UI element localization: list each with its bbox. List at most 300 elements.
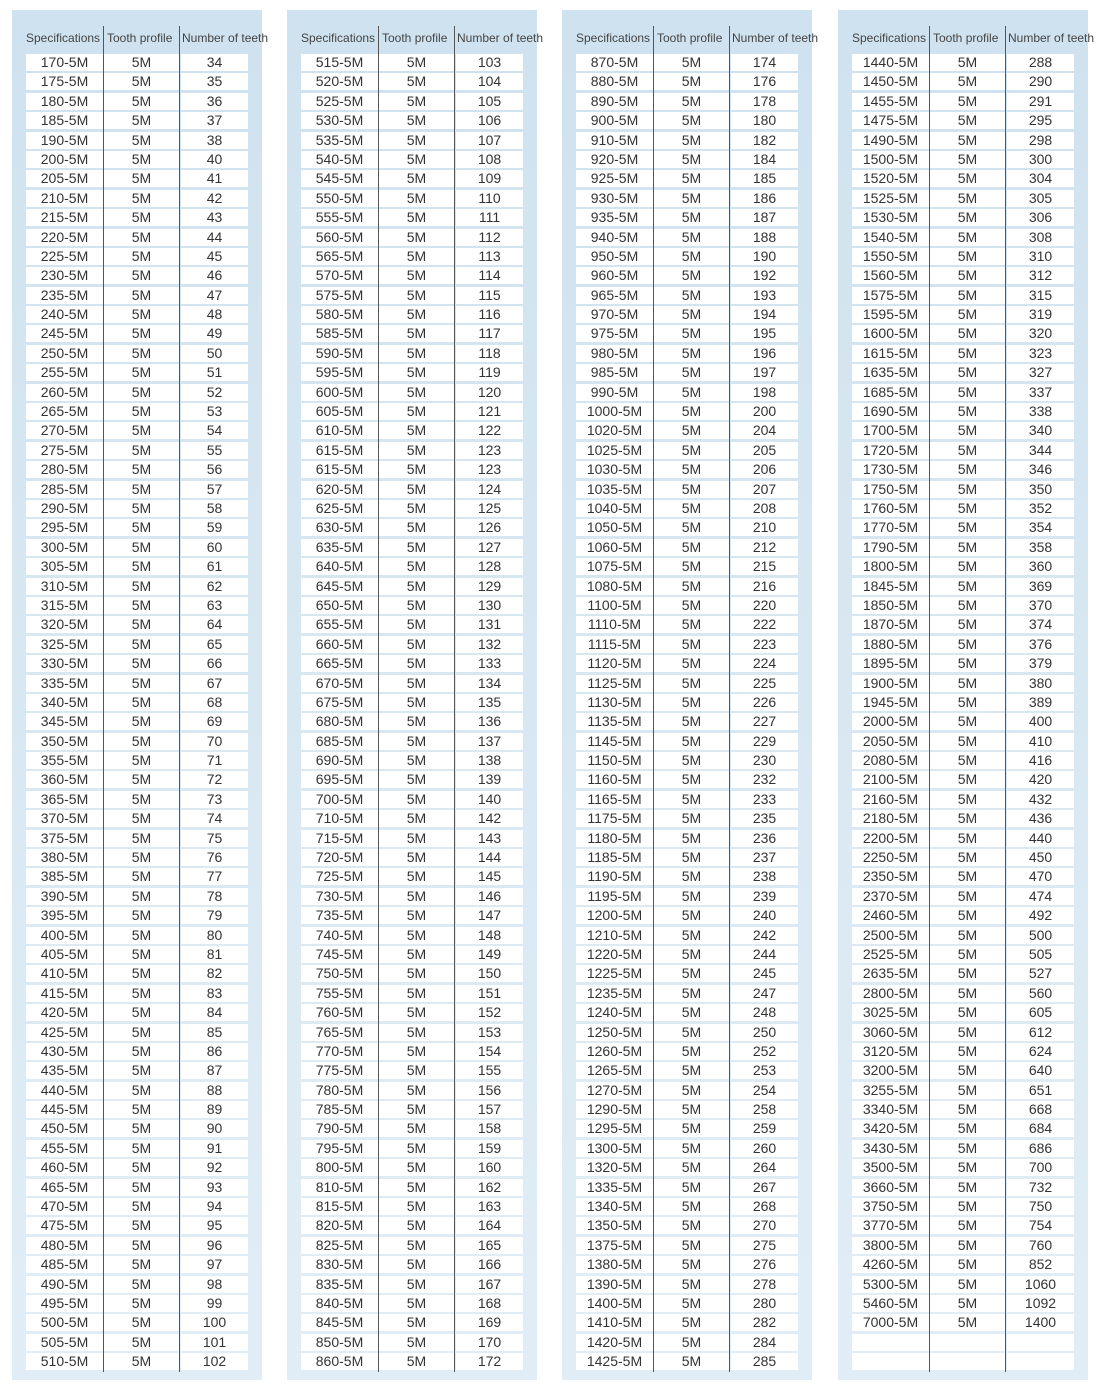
cell-tooth-profile: 5M bbox=[379, 1334, 454, 1351]
table-row bbox=[301, 538, 524, 557]
table-row bbox=[301, 712, 524, 731]
table-row bbox=[26, 674, 249, 693]
cell-specification: 3750-5M bbox=[852, 1198, 929, 1215]
cell-specification: 1240-5M bbox=[576, 1004, 653, 1021]
cell-specification: 745-5M bbox=[301, 946, 378, 963]
cell-number-of-teeth: 319 bbox=[1007, 306, 1074, 323]
cell-tooth-profile: 5M bbox=[654, 229, 729, 246]
cell-tooth-profile: 5M bbox=[104, 965, 179, 982]
cell-number-of-teeth: 124 bbox=[456, 481, 523, 498]
cell-tooth-profile: 5M bbox=[654, 830, 729, 847]
cell-specification: 555-5M bbox=[301, 209, 378, 226]
table-row bbox=[26, 208, 249, 227]
table-row bbox=[26, 441, 249, 460]
cell-number-of-teeth: 38 bbox=[181, 132, 248, 149]
cell-tooth-profile: 5M bbox=[654, 771, 729, 788]
cell-number-of-teeth: 188 bbox=[731, 229, 798, 246]
cell-specification: 1060-5M bbox=[576, 539, 653, 556]
cell-number-of-teeth: 48 bbox=[181, 306, 248, 323]
table-row bbox=[301, 1216, 524, 1235]
table-row bbox=[301, 286, 524, 305]
cell-specification: 3770-5M bbox=[852, 1217, 929, 1234]
cell-tooth-profile: 5M bbox=[930, 1043, 1005, 1060]
cell-number-of-teeth bbox=[1007, 1353, 1074, 1370]
cell-specification: 180-5M bbox=[26, 93, 103, 110]
cell-specification: 880-5M bbox=[576, 73, 653, 90]
header-specifications: Specifications bbox=[301, 31, 376, 45]
cell-specification: 2350-5M bbox=[852, 868, 929, 885]
cell-number-of-teeth: 194 bbox=[731, 306, 798, 323]
cell-number-of-teeth: 250 bbox=[731, 1024, 798, 1041]
cell-number-of-teeth: 700 bbox=[1007, 1159, 1074, 1176]
cell-tooth-profile: 5M bbox=[379, 539, 454, 556]
cell-specification: 1165-5M bbox=[576, 791, 653, 808]
table-row bbox=[576, 1236, 799, 1255]
table-row bbox=[852, 1294, 1075, 1313]
table-row bbox=[301, 635, 524, 654]
cell-specification: 1080-5M bbox=[576, 578, 653, 595]
cell-specification: 820-5M bbox=[301, 1217, 378, 1234]
cell-specification: 1020-5M bbox=[576, 422, 653, 439]
cell-specification: 695-5M bbox=[301, 771, 378, 788]
cell-number-of-teeth: 410 bbox=[1007, 733, 1074, 750]
cell-tooth-profile: 5M bbox=[930, 810, 1005, 827]
cell-specification: 520-5M bbox=[301, 73, 378, 90]
cell-number-of-teeth: 105 bbox=[456, 93, 523, 110]
cell-specification: 1600-5M bbox=[852, 325, 929, 342]
table-row bbox=[301, 1178, 524, 1197]
cell-tooth-profile: 5M bbox=[654, 539, 729, 556]
table-row bbox=[26, 324, 249, 343]
cell-specification: 1390-5M bbox=[576, 1276, 653, 1293]
cell-specification: 575-5M bbox=[301, 287, 378, 304]
table-row bbox=[576, 266, 799, 285]
cell-tooth-profile: 5M bbox=[104, 830, 179, 847]
table-row bbox=[852, 635, 1075, 654]
cell-tooth-profile: 5M bbox=[654, 519, 729, 536]
cell-specification: 590-5M bbox=[301, 345, 378, 362]
cell-number-of-teeth: 210 bbox=[731, 519, 798, 536]
table-row bbox=[852, 363, 1075, 382]
cell-number-of-teeth: 624 bbox=[1007, 1043, 1074, 1060]
cell-tooth-profile: 5M bbox=[654, 1256, 729, 1273]
cell-tooth-profile: 5M bbox=[379, 1159, 454, 1176]
cell-number-of-teeth: 259 bbox=[731, 1120, 798, 1137]
cell-tooth-profile: 5M bbox=[379, 1004, 454, 1021]
cell-number-of-teeth: 253 bbox=[731, 1062, 798, 1079]
cell-tooth-profile: 5M bbox=[104, 73, 179, 90]
cell-specification: 965-5M bbox=[576, 287, 653, 304]
cell-tooth-profile: 5M bbox=[930, 170, 1005, 187]
table-row bbox=[852, 557, 1075, 576]
table-row bbox=[576, 1100, 799, 1119]
table-row bbox=[26, 1255, 249, 1274]
cell-specification: 770-5M bbox=[301, 1043, 378, 1060]
cell-specification: 1410-5M bbox=[576, 1314, 653, 1331]
cell-specification: 1050-5M bbox=[576, 519, 653, 536]
cell-specification: 690-5M bbox=[301, 752, 378, 769]
cell-specification: 1490-5M bbox=[852, 132, 929, 149]
cell-specification: 220-5M bbox=[26, 229, 103, 246]
cell-tooth-profile: 5M bbox=[379, 93, 454, 110]
table-row bbox=[852, 654, 1075, 673]
table-row bbox=[576, 131, 799, 150]
cell-tooth-profile: 5M bbox=[930, 655, 1005, 672]
table-row bbox=[26, 829, 249, 848]
cell-tooth-profile: 5M bbox=[930, 888, 1005, 905]
cell-tooth-profile: 5M bbox=[379, 54, 454, 71]
cell-tooth-profile: 5M bbox=[379, 616, 454, 633]
table-row bbox=[301, 228, 524, 247]
table-row bbox=[301, 926, 524, 945]
cell-tooth-profile: 5M bbox=[654, 965, 729, 982]
cell-specification: 1525-5M bbox=[852, 190, 929, 207]
cell-specification: 605-5M bbox=[301, 403, 378, 420]
cell-tooth-profile: 5M bbox=[104, 170, 179, 187]
cell-tooth-profile: 5M bbox=[379, 73, 454, 90]
table-row bbox=[852, 906, 1075, 925]
cell-tooth-profile: 5M bbox=[379, 403, 454, 420]
table-row bbox=[852, 1197, 1075, 1216]
cell-tooth-profile: 5M bbox=[379, 481, 454, 498]
cell-tooth-profile: 5M bbox=[104, 810, 179, 827]
cell-tooth-profile: 5M bbox=[379, 461, 454, 478]
cell-specification: 755-5M bbox=[301, 985, 378, 1002]
cell-number-of-teeth: 245 bbox=[731, 965, 798, 982]
cell-tooth-profile: 5M bbox=[654, 461, 729, 478]
table-row bbox=[852, 790, 1075, 809]
table-row bbox=[852, 1023, 1075, 1042]
cell-number-of-teeth: 346 bbox=[1007, 461, 1074, 478]
cell-specification: 890-5M bbox=[576, 93, 653, 110]
table-row bbox=[852, 286, 1075, 305]
cell-tooth-profile: 5M bbox=[654, 73, 729, 90]
cell-specification: 735-5M bbox=[301, 907, 378, 924]
cell-specification: 1520-5M bbox=[852, 170, 929, 187]
cell-number-of-teeth: 284 bbox=[731, 1334, 798, 1351]
cell-number-of-teeth: 104 bbox=[456, 73, 523, 90]
cell-number-of-teeth: 258 bbox=[731, 1101, 798, 1118]
cell-specification: 985-5M bbox=[576, 364, 653, 381]
cell-tooth-profile: 5M bbox=[654, 1314, 729, 1331]
table-row bbox=[26, 867, 249, 886]
table-row bbox=[852, 72, 1075, 91]
cell-specification: 405-5M bbox=[26, 946, 103, 963]
table-row bbox=[852, 693, 1075, 712]
cell-tooth-profile: 5M bbox=[654, 190, 729, 207]
cell-number-of-teeth: 225 bbox=[731, 675, 798, 692]
cell-tooth-profile: 5M bbox=[379, 1314, 454, 1331]
cell-tooth-profile: 5M bbox=[379, 694, 454, 711]
cell-number-of-teeth: 208 bbox=[731, 500, 798, 517]
cell-specification: 740-5M bbox=[301, 927, 378, 944]
cell-tooth-profile: 5M bbox=[654, 267, 729, 284]
table-row bbox=[26, 131, 249, 150]
cell-specification: 2525-5M bbox=[852, 946, 929, 963]
cell-specification: 175-5M bbox=[26, 73, 103, 90]
cell-specification: 2500-5M bbox=[852, 927, 929, 944]
cell-number-of-teeth: 651 bbox=[1007, 1082, 1074, 1099]
cell-specification: 1185-5M bbox=[576, 849, 653, 866]
cell-tooth-profile: 5M bbox=[104, 752, 179, 769]
table-row bbox=[301, 732, 524, 751]
cell-number-of-teeth: 505 bbox=[1007, 946, 1074, 963]
cell-tooth-profile: 5M bbox=[104, 1062, 179, 1079]
cell-number-of-teeth: 118 bbox=[456, 345, 523, 362]
table-row bbox=[576, 732, 799, 751]
cell-number-of-teeth: 200 bbox=[731, 403, 798, 420]
cell-tooth-profile: 5M bbox=[654, 345, 729, 362]
table-row bbox=[576, 1119, 799, 1138]
table-row bbox=[852, 480, 1075, 499]
table-row bbox=[301, 518, 524, 537]
cell-number-of-teeth: 354 bbox=[1007, 519, 1074, 536]
cell-tooth-profile: 5M bbox=[379, 946, 454, 963]
cell-specification: 1945-5M bbox=[852, 694, 929, 711]
cell-tooth-profile: 5M bbox=[654, 1276, 729, 1293]
table-header bbox=[838, 10, 1095, 52]
table-row bbox=[301, 848, 524, 867]
cell-specification: 1145-5M bbox=[576, 733, 653, 750]
cell-tooth-profile: 5M bbox=[654, 1024, 729, 1041]
cell-tooth-profile: 5M bbox=[654, 791, 729, 808]
cell-specification: 305-5M bbox=[26, 558, 103, 575]
cell-tooth-profile: 5M bbox=[104, 616, 179, 633]
cell-number-of-teeth: 312 bbox=[1007, 267, 1074, 284]
table-row bbox=[26, 1119, 249, 1138]
cell-tooth-profile: 5M bbox=[379, 1237, 454, 1254]
cell-number-of-teeth: 148 bbox=[456, 927, 523, 944]
cell-number-of-teeth: 220 bbox=[731, 597, 798, 614]
table-row bbox=[852, 208, 1075, 227]
table-row bbox=[26, 1178, 249, 1197]
cell-tooth-profile: 5M bbox=[104, 151, 179, 168]
cell-tooth-profile: 5M bbox=[930, 985, 1005, 1002]
cell-tooth-profile: 5M bbox=[104, 1237, 179, 1254]
cell-tooth-profile: 5M bbox=[654, 500, 729, 517]
cell-tooth-profile: 5M bbox=[930, 830, 1005, 847]
table-header bbox=[287, 10, 544, 52]
table-row bbox=[301, 441, 524, 460]
cell-number-of-teeth: 206 bbox=[731, 461, 798, 478]
table-row bbox=[852, 1158, 1075, 1177]
cell-tooth-profile: 5M bbox=[654, 675, 729, 692]
cell-specification: 1880-5M bbox=[852, 636, 929, 653]
cell-specification: 960-5M bbox=[576, 267, 653, 284]
cell-tooth-profile: 5M bbox=[930, 229, 1005, 246]
cell-specification: 410-5M bbox=[26, 965, 103, 982]
table-row bbox=[576, 693, 799, 712]
cell-number-of-teeth: 239 bbox=[731, 888, 798, 905]
table-row bbox=[301, 480, 524, 499]
table-row bbox=[301, 92, 524, 111]
cell-number-of-teeth: 1400 bbox=[1007, 1314, 1074, 1331]
cell-number-of-teeth: 125 bbox=[456, 500, 523, 517]
cell-number-of-teeth: 67 bbox=[181, 675, 248, 692]
cell-tooth-profile: 5M bbox=[930, 1314, 1005, 1331]
cell-specification: 2160-5M bbox=[852, 791, 929, 808]
table-row bbox=[26, 577, 249, 596]
cell-specification: 625-5M bbox=[301, 500, 378, 517]
cell-tooth-profile: 5M bbox=[654, 1295, 729, 1312]
table-row bbox=[26, 460, 249, 479]
table-row bbox=[26, 1333, 249, 1352]
cell-specification: 1290-5M bbox=[576, 1101, 653, 1118]
cell-number-of-teeth: 55 bbox=[181, 442, 248, 459]
cell-number-of-teeth: 80 bbox=[181, 927, 248, 944]
cell-tooth-profile: 5M bbox=[379, 849, 454, 866]
cell-tooth-profile: 5M bbox=[379, 868, 454, 885]
table-row bbox=[301, 1003, 524, 1022]
cell-number-of-teeth: 142 bbox=[456, 810, 523, 827]
cell-specification: 1040-5M bbox=[576, 500, 653, 517]
cell-number-of-teeth: 108 bbox=[456, 151, 523, 168]
table-row bbox=[26, 1042, 249, 1061]
cell-specification: 1575-5M bbox=[852, 287, 929, 304]
table-row bbox=[852, 945, 1075, 964]
table-row bbox=[576, 577, 799, 596]
cell-number-of-teeth: 73 bbox=[181, 791, 248, 808]
cell-number-of-teeth: 89 bbox=[181, 1101, 248, 1118]
header-tooth-profile: Tooth profile bbox=[933, 31, 999, 45]
cell-number-of-teeth: 132 bbox=[456, 636, 523, 653]
cell-tooth-profile: 5M bbox=[930, 306, 1005, 323]
table-row bbox=[852, 1255, 1075, 1274]
cell-number-of-teeth: 44 bbox=[181, 229, 248, 246]
cell-number-of-teeth: 436 bbox=[1007, 810, 1074, 827]
cell-number-of-teeth: 107 bbox=[456, 132, 523, 149]
table-row bbox=[852, 344, 1075, 363]
cell-tooth-profile: 5M bbox=[930, 1276, 1005, 1293]
cell-number-of-teeth: 732 bbox=[1007, 1179, 1074, 1196]
cell-tooth-profile: 5M bbox=[930, 752, 1005, 769]
cell-specification: 780-5M bbox=[301, 1082, 378, 1099]
cell-specification: 1420-5M bbox=[576, 1334, 653, 1351]
table-row bbox=[576, 1313, 799, 1332]
table-row bbox=[852, 1275, 1075, 1294]
cell-tooth-profile: 5M bbox=[930, 151, 1005, 168]
cell-number-of-teeth: 226 bbox=[731, 694, 798, 711]
cell-specification: 725-5M bbox=[301, 868, 378, 885]
cell-tooth-profile: 5M bbox=[379, 1295, 454, 1312]
cell-specification: 1100-5M bbox=[576, 597, 653, 614]
cell-specification: 1235-5M bbox=[576, 985, 653, 1002]
cell-tooth-profile: 5M bbox=[379, 888, 454, 905]
cell-number-of-teeth: 184 bbox=[731, 151, 798, 168]
table-row bbox=[26, 906, 249, 925]
cell-specification: 750-5M bbox=[301, 965, 378, 982]
cell-tooth-profile: 5M bbox=[654, 1179, 729, 1196]
table-row bbox=[576, 228, 799, 247]
cell-number-of-teeth: 205 bbox=[731, 442, 798, 459]
table-row bbox=[852, 1178, 1075, 1197]
cell-tooth-profile: 5M bbox=[654, 112, 729, 129]
cell-specification: 595-5M bbox=[301, 364, 378, 381]
cell-specification: 1295-5M bbox=[576, 1120, 653, 1137]
cell-number-of-teeth: 146 bbox=[456, 888, 523, 905]
cell-number-of-teeth: 123 bbox=[456, 442, 523, 459]
cell-tooth-profile: 5M bbox=[930, 190, 1005, 207]
cell-specification: 1265-5M bbox=[576, 1062, 653, 1079]
cell-number-of-teeth: 36 bbox=[181, 93, 248, 110]
cell-number-of-teeth: 50 bbox=[181, 345, 248, 362]
cell-specification: 1425-5M bbox=[576, 1353, 653, 1370]
cell-specification: 335-5M bbox=[26, 675, 103, 692]
cell-specification: 975-5M bbox=[576, 325, 653, 342]
cell-number-of-teeth: 222 bbox=[731, 616, 798, 633]
cell-number-of-teeth: 75 bbox=[181, 830, 248, 847]
cell-tooth-profile: 5M bbox=[379, 1179, 454, 1196]
cell-specification: 1135-5M bbox=[576, 713, 653, 730]
cell-tooth-profile: 5M bbox=[930, 519, 1005, 536]
table-row bbox=[576, 674, 799, 693]
cell-specification: 785-5M bbox=[301, 1101, 378, 1118]
cell-tooth-profile: 5M bbox=[654, 907, 729, 924]
cell-tooth-profile: 5M bbox=[104, 1140, 179, 1157]
table-row bbox=[576, 751, 799, 770]
cell-specification: 1700-5M bbox=[852, 422, 929, 439]
table-row bbox=[26, 344, 249, 363]
cell-tooth-profile: 5M bbox=[654, 481, 729, 498]
cell-tooth-profile: 5M bbox=[930, 461, 1005, 478]
cell-tooth-profile: 5M bbox=[654, 946, 729, 963]
cell-number-of-teeth: 389 bbox=[1007, 694, 1074, 711]
cell-specification: 5300-5M bbox=[852, 1276, 929, 1293]
table-row bbox=[301, 906, 524, 925]
cell-tooth-profile: 5M bbox=[379, 1082, 454, 1099]
table-row bbox=[301, 402, 524, 421]
cell-specification: 490-5M bbox=[26, 1276, 103, 1293]
cell-tooth-profile: 5M bbox=[930, 558, 1005, 575]
cell-tooth-profile: 5M bbox=[654, 694, 729, 711]
cell-number-of-teeth: 320 bbox=[1007, 325, 1074, 342]
cell-number-of-teeth: 117 bbox=[456, 325, 523, 342]
table-row bbox=[26, 693, 249, 712]
cell-number-of-teeth: 168 bbox=[456, 1295, 523, 1312]
cell-number-of-teeth: 46 bbox=[181, 267, 248, 284]
cell-specification: 1340-5M bbox=[576, 1198, 653, 1215]
cell-specification: 330-5M bbox=[26, 655, 103, 672]
table-row bbox=[301, 1139, 524, 1158]
cell-tooth-profile: 5M bbox=[104, 578, 179, 595]
cell-number-of-teeth: 240 bbox=[731, 907, 798, 924]
cell-number-of-teeth: 288 bbox=[1007, 54, 1074, 71]
cell-specification: 1845-5M bbox=[852, 578, 929, 595]
cell-tooth-profile: 5M bbox=[104, 248, 179, 265]
cell-tooth-profile: 5M bbox=[654, 578, 729, 595]
table-row bbox=[576, 92, 799, 111]
cell-number-of-teeth: 196 bbox=[731, 345, 798, 362]
cell-tooth-profile: 5M bbox=[654, 1004, 729, 1021]
cell-number-of-teeth: 230 bbox=[731, 752, 798, 769]
cell-tooth-profile: 5M bbox=[930, 54, 1005, 71]
cell-specification: 1760-5M bbox=[852, 500, 929, 517]
cell-specification: 1220-5M bbox=[576, 946, 653, 963]
cell-specification: 1770-5M bbox=[852, 519, 929, 536]
table-row bbox=[852, 1333, 1075, 1352]
cell-tooth-profile: 5M bbox=[379, 1024, 454, 1041]
cell-tooth-profile: 5M bbox=[654, 888, 729, 905]
table-row bbox=[301, 208, 524, 227]
cell-number-of-teeth: 62 bbox=[181, 578, 248, 595]
table-row bbox=[301, 383, 524, 402]
cell-specification: 550-5M bbox=[301, 190, 378, 207]
table-row bbox=[852, 1119, 1075, 1138]
cell-specification: 1595-5M bbox=[852, 306, 929, 323]
cell-tooth-profile: 5M bbox=[654, 713, 729, 730]
cell-specification: 345-5M bbox=[26, 713, 103, 730]
cell-specification: 1000-5M bbox=[576, 403, 653, 420]
